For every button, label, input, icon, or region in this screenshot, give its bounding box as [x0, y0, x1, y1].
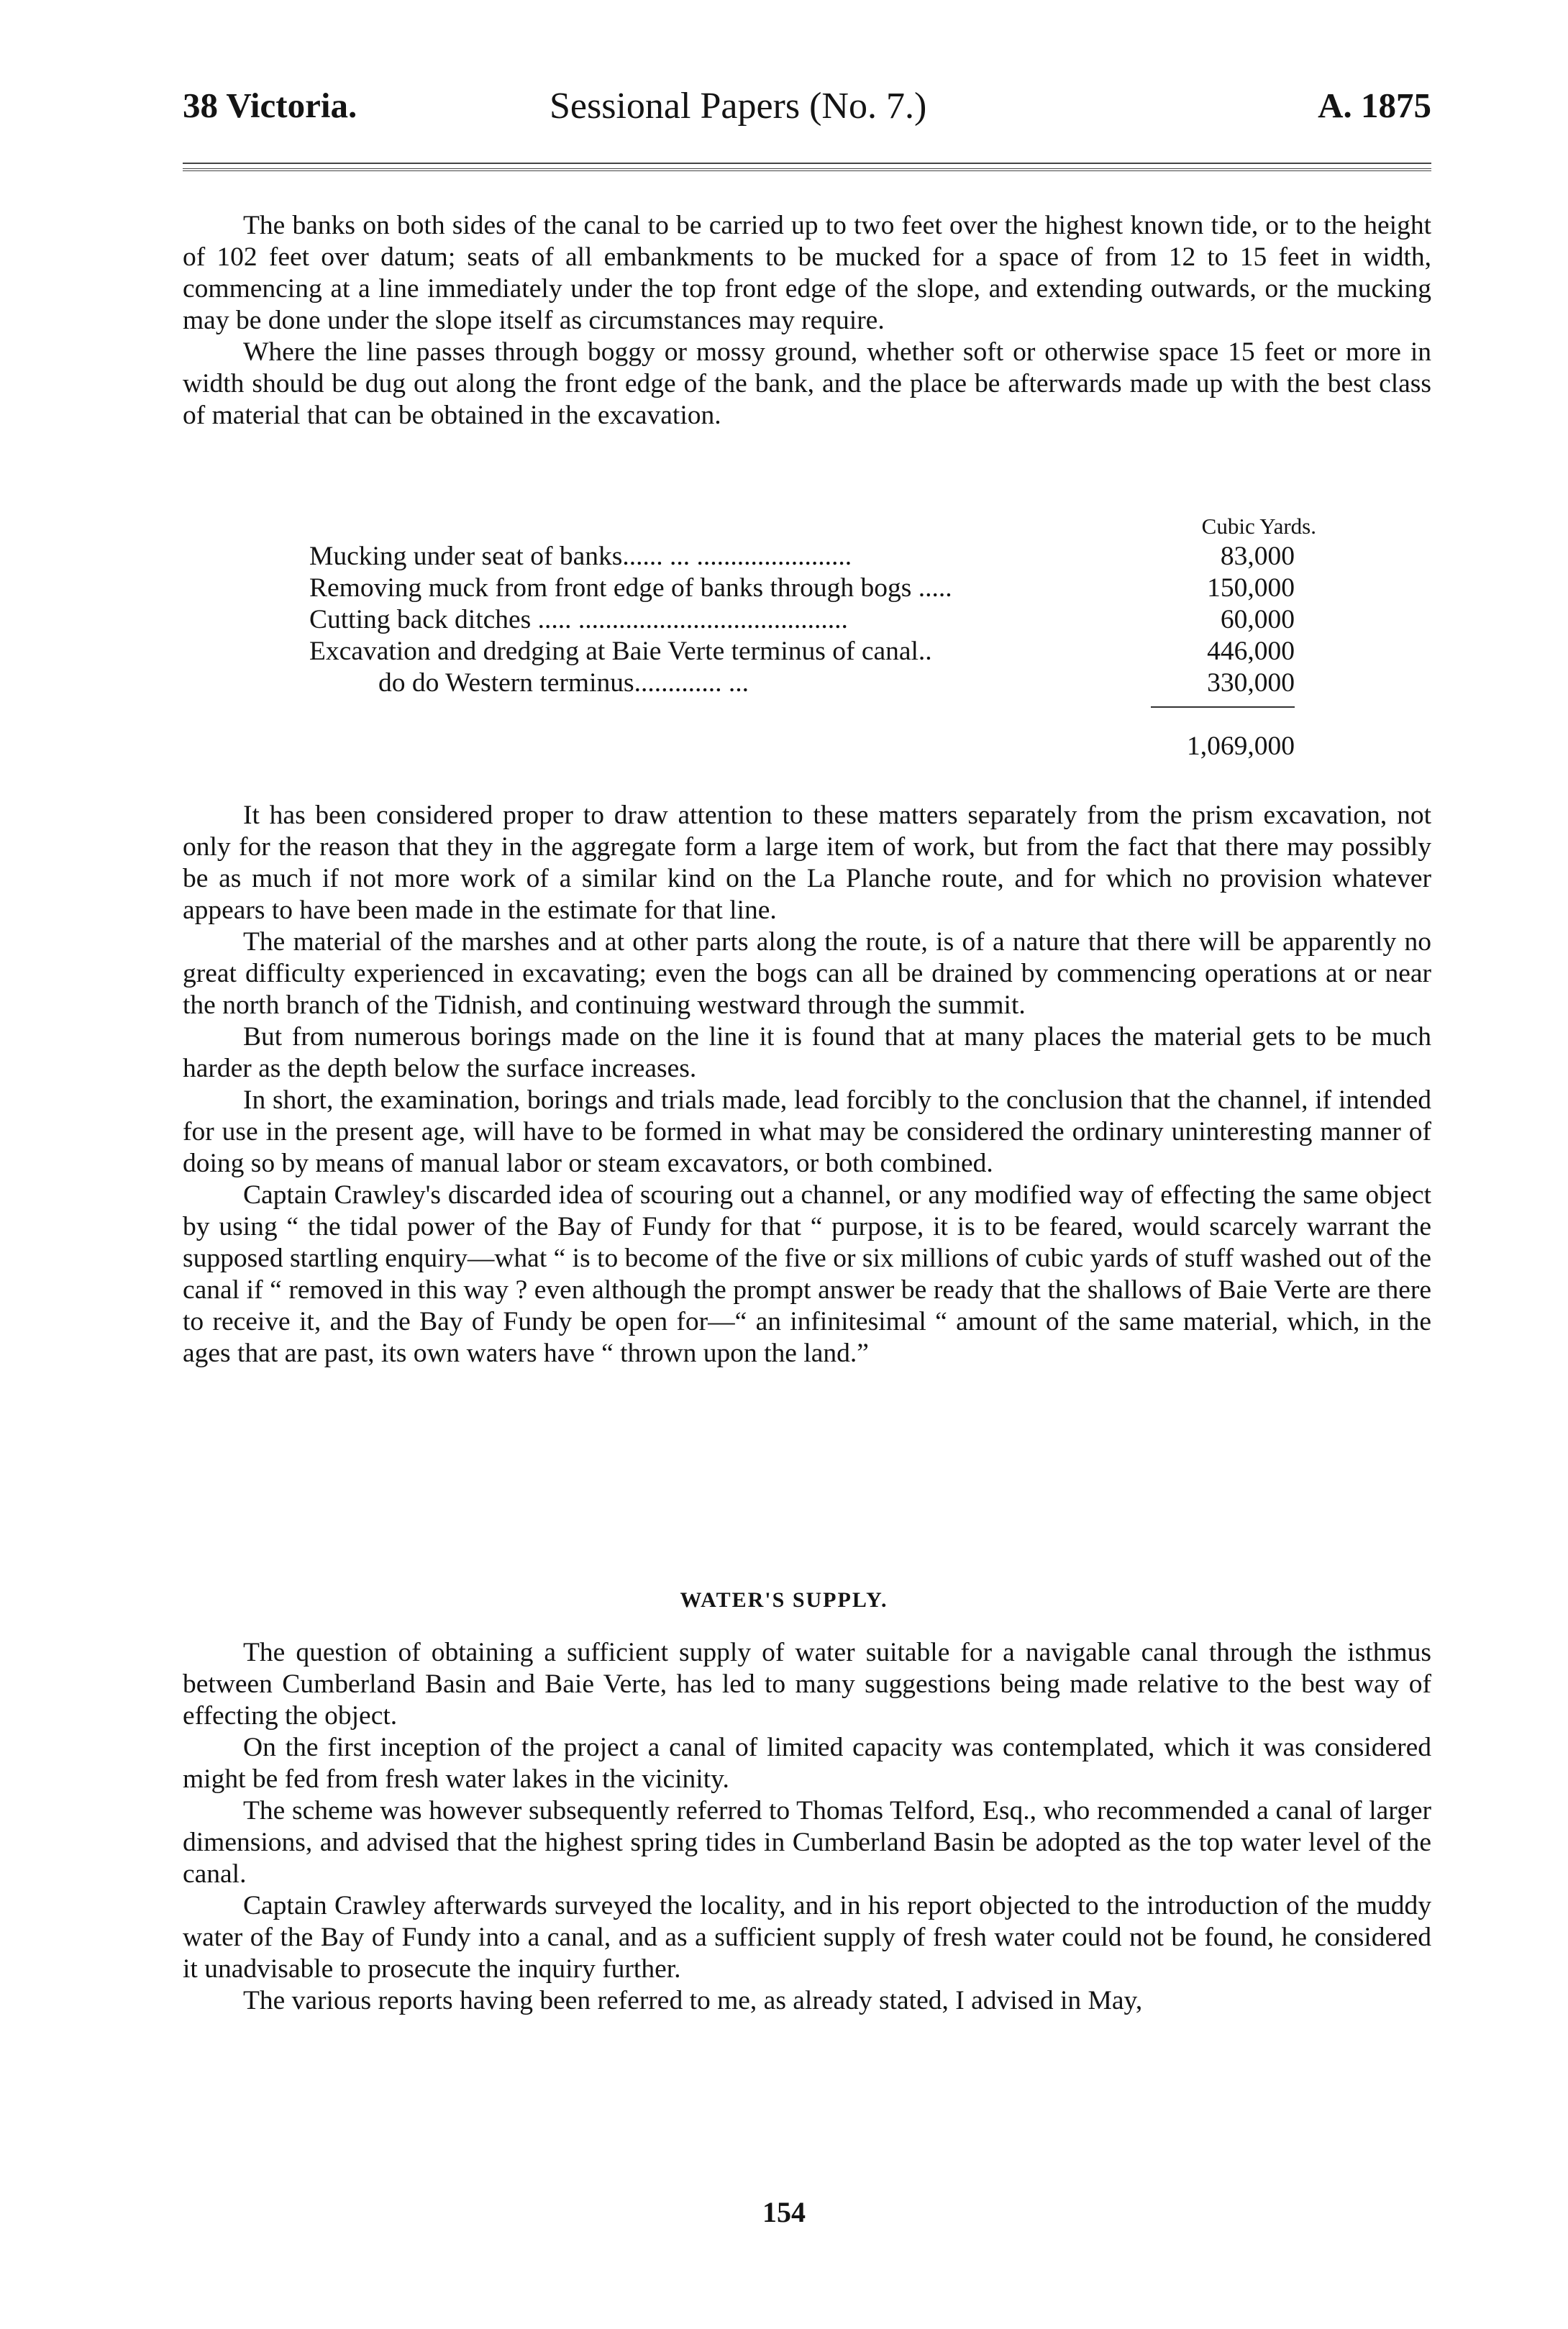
table-row — [309, 541, 1295, 573]
table-row — [309, 667, 1295, 699]
paragraph-material: The material of the marshes and at other parts along the route, is of a nature that there will be apparently no great difficulty experienced in excavating; even the bogs can all be drained by commencing operations at or near the north branch of the Tidnish, and continuing westward through the summit. — [183, 927, 1431, 1020]
top-text-block — [183, 210, 1431, 432]
table-row — [309, 573, 1295, 604]
table-row-value: 83,000 — [1220, 542, 1295, 571]
table-row-value: 150,000 — [1207, 573, 1295, 603]
paragraph-boggy-ground: Where the line passes through boggy or mossy ground, whether soft or otherwise space 15 feet or more in width should be dug out along the front edge of the bank, and the place be afterwards made up with the best class of material that can be obtained in the excavation. — [183, 337, 1431, 430]
paragraph-crawley-quote: Captain Crawley's discarded idea of scouring out a channel, or any modified way of effecting the same object by using “ the tidal power of the Bay of Fundy for that “ purpose, it is to be feared, would scarcely warrant the supposed startling enquiry—what “ is to become of the five or six millions of cubic yards of stuff washed out of the canal if “ removed in this way ? even although the prompt answer be ready that the shallows of Baie Verte are there to receive it, and the Bay of Fundy be open for—“ an infinitesimal “ amount of the same material, which, in the ages that are past, its own waters have “ thrown upon the land.” — [183, 1180, 1431, 1368]
table-row-value: 330,000 — [1207, 668, 1295, 698]
paragraph-crawley-survey: Captain Crawley afterwards surveyed the locality, and in his report objected to the introduction of the muddy water of the Bay of Fundy into a canal, and as a sufficient supply of fresh water could not be found, he considered it unadvisable to prosecute the inquiry further. — [183, 1891, 1431, 1984]
table-row-label: Removing muck from front edge of banks through bogs ..... — [309, 573, 952, 603]
paragraph-conclusion: In short, the examination, borings and trials made, lead forcibly to the conclusion that the channel, if intended for use in the present age, will have to be formed in what may be considered the ordinary uninteresting manner of doing so by means of manual labor or steam excavators, or both combined. — [183, 1085, 1431, 1178]
table-row — [309, 604, 1295, 636]
table-row-label: Cutting back ditches ..... ........................................ — [309, 605, 848, 634]
header-title: Sessional Papers (No. 7.) — [550, 86, 927, 127]
paragraph-first-inception: On the first inception of the project a canal of limited capacity was contemplated, which it was considered might be fed from fresh water lakes in the vicinity. — [183, 1733, 1431, 1794]
paragraph-water-question: The question of obtaining a sufficient supply of water suitable for a navigable canal through the isthmus between Cumberland Basin and Baie Verte, has led to many suggestions being made relative to the best way of effecting the object. — [183, 1638, 1431, 1731]
table-row-label: Mucking under seat of banks...... ... ....................... — [309, 542, 852, 571]
table-row-label: Excavation and dredging at Baie Verte terminus of canal.. — [309, 637, 932, 666]
table-total-rule — [1151, 706, 1295, 708]
table-row — [309, 636, 1295, 667]
table-row-label: do do Western terminus............. ... — [378, 668, 749, 698]
header-session: 38 Victoria. — [183, 86, 357, 125]
paragraph-reports: The various reports having been referred to me, as already stated, I advised in May, — [243, 1986, 1143, 2015]
bottom-text-block — [183, 1637, 1431, 2017]
running-header — [183, 85, 1431, 135]
header-rule-thin — [183, 163, 1431, 164]
table-unit-header: Cubic Yards. — [1201, 514, 1316, 539]
header-rule-double — [183, 168, 1431, 171]
table-row-value: 446,000 — [1207, 637, 1295, 666]
table-total-row — [309, 731, 1295, 762]
paragraph-attention: It has been considered proper to draw attention to these matters separately from the prism excavation, not only for the reason that they in the aggregate form a large item of work, but from the fact that there may possibly be as much if not more work of a similar kind on the La Planche route, and for which no provision whatever appears to have been made in the estimate for that line. — [183, 801, 1431, 925]
section-title: WATER'S SUPPLY. — [680, 1588, 888, 1612]
paragraph-borings: But from numerous borings made on the line it is found that at many places the material gets to be much harder as the depth below the surface increases. — [183, 1022, 1431, 1083]
table-total-value: 1,069,000 — [1187, 731, 1295, 761]
page-number: 154 — [762, 2196, 806, 2228]
paragraph-telford: The scheme was however subsequently referred to Thomas Telford, Esq., who recommended a canal of larger dimensions, and advised that the highest spring tides in Cumberland Basin be adopted as the top water level of the canal. — [183, 1796, 1431, 1889]
middle-text-block — [183, 800, 1431, 1369]
header-year: A. 1875 — [1318, 86, 1431, 125]
table-row-value: 60,000 — [1220, 605, 1295, 634]
paragraph-banks: The banks on both sides of the canal to be carried up to two feet over the highest known tide, or to the height of 102 feet over datum; seats of all embankments to be mucked for a space of from 12 to 15 feet in width, commencing at a line immediately under the top front edge of the slope, and extending outwards, or the mucking may be done under the slope itself as circumstances may require. — [183, 211, 1431, 335]
